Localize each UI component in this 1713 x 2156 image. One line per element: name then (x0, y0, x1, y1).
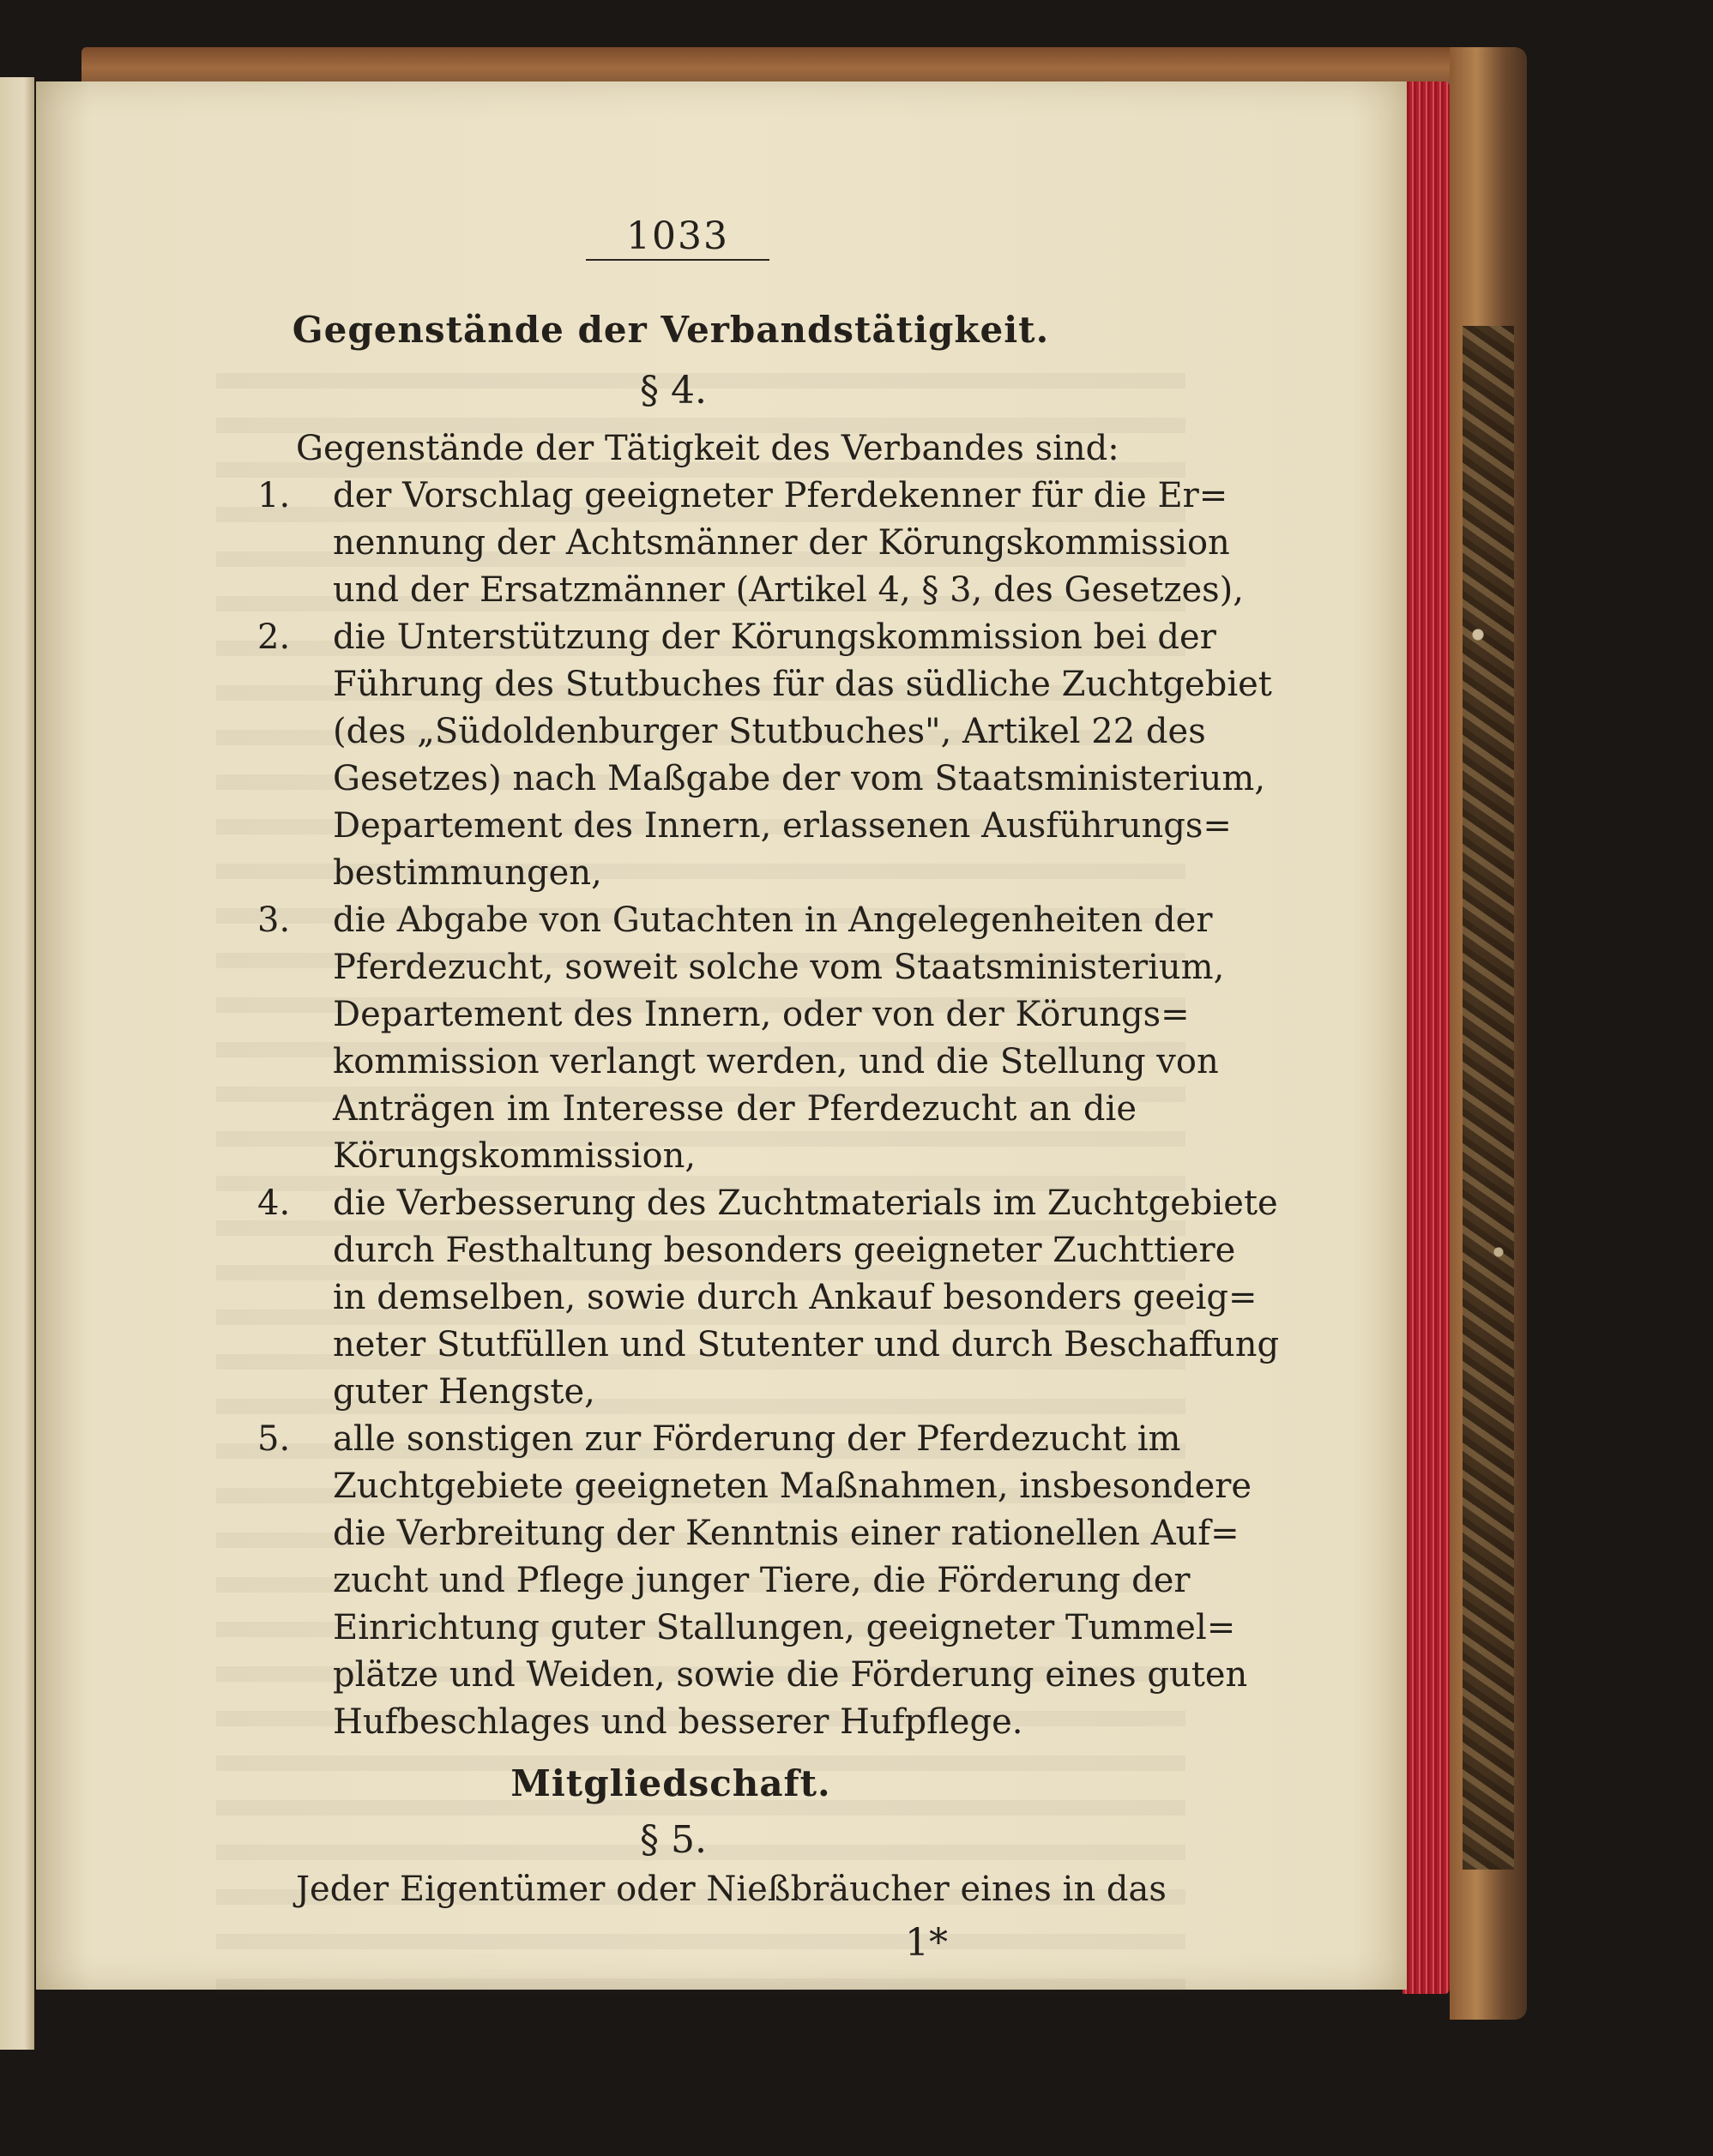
item-3-line-2: Pferdezucht, soweit solche vom Staatsministerium, (333, 948, 1225, 987)
item-2-line-2: Führung des Stutbuches für das südliche Zuchtgebiet (333, 665, 1272, 704)
item-4-line-3: in demselben, sowie durch Ankauf besonders geeig= (333, 1278, 1258, 1317)
item-2-line-4: Gesetzes) nach Maßgabe der vom Staatsministerium, (333, 759, 1266, 798)
item-5-line-1: alle sonstigen zur Förderung der Pferdezucht im (333, 1419, 1181, 1459)
item-4-line-2: durch Festhaltung besonders geeigneter Zuchttiere (333, 1231, 1236, 1270)
final-line: Jeder Eigentümer oder Nießbräucher eines in das (296, 1870, 1167, 1909)
item-2-line-3: (des „Südoldenburger Stutbuches", Artikel 22 des (333, 712, 1206, 751)
paragraph-5-sign: § 5. (640, 1818, 707, 1862)
item-2-line-1: die Unterstützung der Körungskommission bei der (333, 617, 1216, 657)
section-heading-membership: Mitgliedschaft. (510, 1762, 831, 1804)
item-4-line-5: guter Hengste, (333, 1372, 595, 1412)
item-3-line-4: kommission verlangt werden, und die Stellung von (333, 1042, 1219, 1081)
item-5-line-2: Zuchtgebiete geeigneten Maßnahmen, insbesondere (333, 1466, 1252, 1506)
item-4-line-1: die Verbesserung des Zuchtmaterials im Zuchtgebiete (333, 1183, 1278, 1223)
item-1-line-3: und der Ersatzmänner (Artikel 4, § 3, des Gesetzes), (333, 570, 1244, 610)
signature-mark: 1* (905, 1921, 948, 1965)
item-3-line-3: Departement des Innern, oder von der Körungs= (333, 995, 1190, 1034)
item-3-number: 3. (257, 900, 291, 940)
item-5-line-6: plätze und Weiden, sowie die Förderung eines guten (333, 1655, 1248, 1695)
item-5-line-4: zucht und Pflege junger Tiere, die Förderung der (333, 1561, 1191, 1600)
item-5-number: 5. (257, 1419, 291, 1459)
item-5-line-7: Hufbeschlages und besserer Hufpflege. (333, 1702, 1023, 1742)
item-3-line-1: die Abgabe von Gutachten in Angelegenheiten der (333, 900, 1213, 940)
page-number-rule (586, 259, 769, 261)
intro-line: Gegenstände der Tätigkeit des Verbandes sind: (296, 429, 1119, 468)
paragraph-4-sign: § 4. (640, 369, 707, 413)
item-1-line-1: der Vorschlag geeigneter Pferdekenner für die Er= (333, 476, 1228, 515)
page-number: 1033 (626, 214, 729, 258)
item-2-line-6: bestimmungen, (333, 853, 602, 893)
section-heading-activities: Gegenstände der Verbandstätigkeit. (292, 309, 1050, 351)
item-1-line-2: nennung der Achtsmänner der Körungskommission (333, 523, 1230, 563)
item-4-number: 4. (257, 1183, 291, 1223)
item-3-line-6: Körungskommission, (333, 1136, 697, 1176)
item-2-number: 2. (257, 617, 291, 657)
item-4-line-4: neter Stutfüllen und Stutenter und durch Beschaffung (333, 1325, 1280, 1364)
item-5-line-3: die Verbreitung der Kenntnis einer rationellen Auf= (333, 1514, 1240, 1553)
item-3-line-5: Anträgen im Interesse der Pferdezucht an die (333, 1089, 1137, 1129)
item-2-line-5: Departement des Innern, erlassenen Ausführungs= (333, 806, 1232, 846)
item-1-number: 1. (257, 476, 291, 515)
item-5-line-5: Einrichtung guter Stallungen, geeigneter Tummel= (333, 1608, 1236, 1647)
